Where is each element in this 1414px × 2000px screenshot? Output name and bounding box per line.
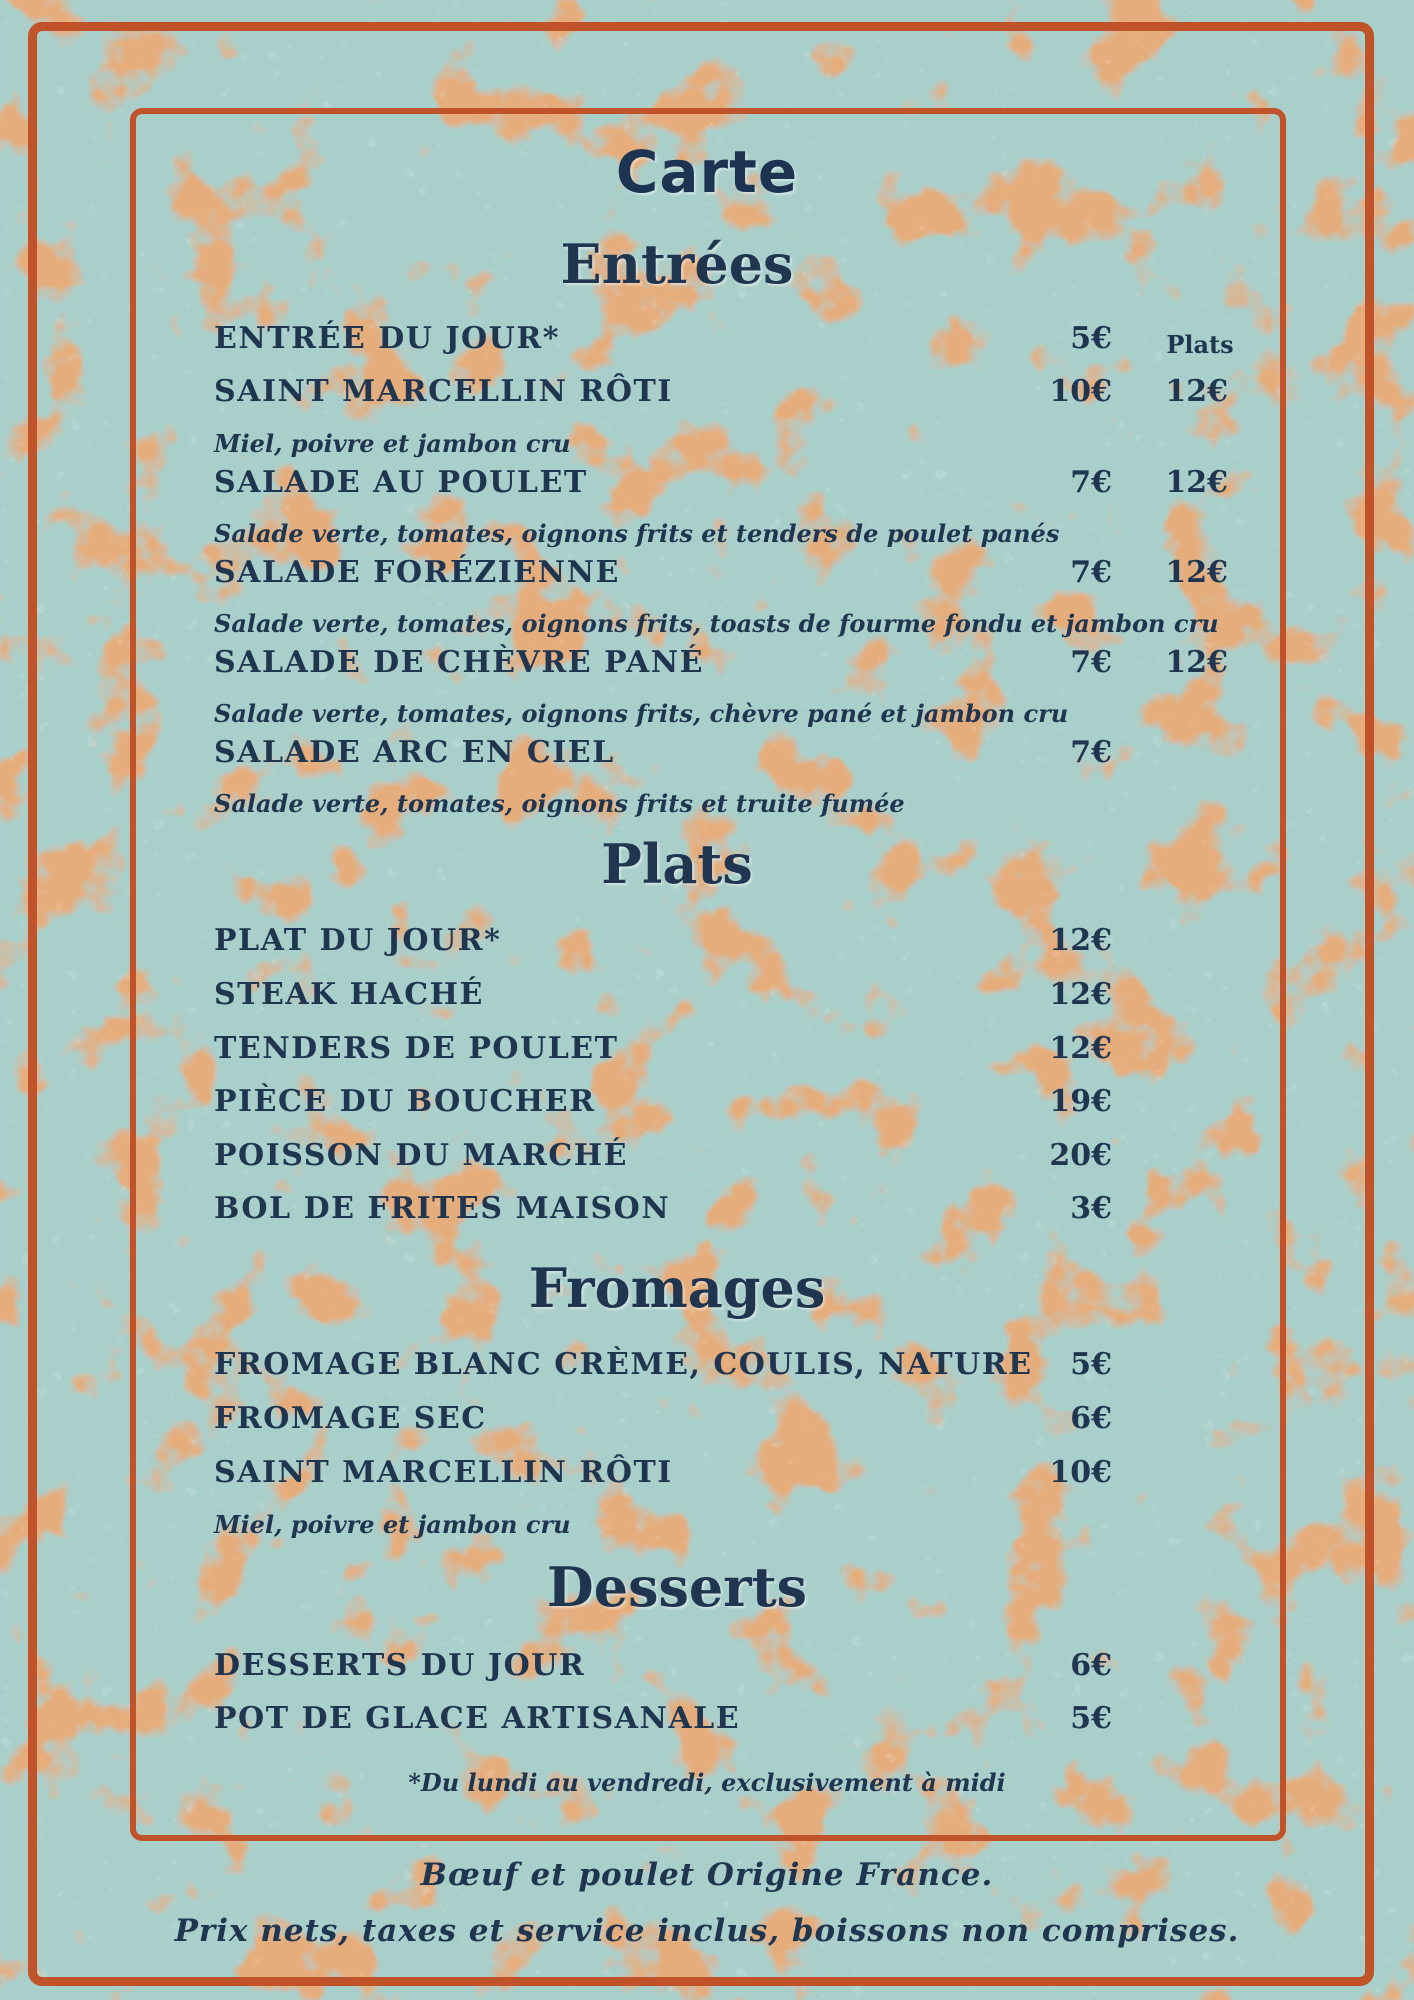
section-title-plats: Plats xyxy=(601,832,753,896)
footnote: *Du lundi au vendredi, exclusivement à midi xyxy=(408,1768,1006,1797)
menu-item-description: Miel, poivre et jambon cru xyxy=(214,1510,571,1539)
menu-item-price: 10€ xyxy=(1049,374,1112,409)
menu-item-description: Miel, poivre et jambon cru xyxy=(214,429,571,458)
menu-item-name: ENTRÉE DU JOUR* xyxy=(214,321,560,356)
menu-item-price: 3€ xyxy=(1070,1191,1112,1226)
menu-item-name: SALADE FORÉZIENNE xyxy=(214,555,620,590)
column-header-plats: Plats xyxy=(1166,330,1234,359)
menu-item-price: 7€ xyxy=(1070,735,1112,770)
menu-item-name: STEAK HACHÉ xyxy=(214,977,484,1012)
footer-price-note: Prix nets, taxes et service inclus, boissons non comprises. xyxy=(174,1913,1240,1949)
menu-item-name: SALADE DE CHÈVRE PANÉ xyxy=(214,645,705,680)
menu-item-price: 20€ xyxy=(1049,1138,1112,1173)
menu-item-name: PLAT DU JOUR* xyxy=(214,923,502,958)
menu-item-price: 12€ xyxy=(1049,923,1112,958)
menu-item-description: Salade verte, tomates, oignons frits, toasts de fourme fondu et jambon cru xyxy=(214,609,1219,638)
menu-item-description: Salade verte, tomates, oignons frits et truite fumée xyxy=(214,789,905,818)
menu-item-price: 6€ xyxy=(1070,1648,1112,1683)
menu-item-name: SALADE AU POULET xyxy=(214,465,588,500)
menu-item-price: 12€ xyxy=(1049,977,1112,1012)
section-title-desserts: Desserts xyxy=(546,1555,808,1619)
menu-item-price: 7€ xyxy=(1070,555,1112,590)
menu-item-name: TENDERS DE POULET xyxy=(214,1031,619,1066)
menu-item-price: 6€ xyxy=(1070,1401,1112,1436)
section-title-entrees: Entrées xyxy=(560,232,794,296)
menu-item-name: DESSERTS DU JOUR xyxy=(214,1648,586,1683)
menu-item-price-plat: 12€ xyxy=(1165,555,1228,590)
menu-item-price: 12€ xyxy=(1049,1031,1112,1066)
menu-item-price-plat: 12€ xyxy=(1165,374,1228,409)
menu-item-name: POT DE GLACE ARTISANALE xyxy=(214,1701,741,1736)
section-title-fromages: Fromages xyxy=(528,1256,826,1320)
menu-item-description: Salade verte, tomates, oignons frits et tenders de poulet panés xyxy=(214,519,1060,548)
menu-item-name: BOL DE FRITES MAISON xyxy=(214,1191,671,1226)
menu-item-price-plat: 12€ xyxy=(1165,465,1228,500)
menu-item-name: SAINT MARCELLIN RÔTI xyxy=(214,374,673,409)
menu-item-description: Salade verte, tomates, oignons frits, chèvre pané et jambon cru xyxy=(214,699,1069,728)
menu-item-price: 5€ xyxy=(1070,1701,1112,1736)
menu-item-name: POISSON DU MARCHÉ xyxy=(214,1138,629,1173)
footer-origin-note: Bœuf et poulet Origine France. xyxy=(420,1857,994,1893)
menu-item-name: SAINT MARCELLIN RÔTI xyxy=(214,1455,673,1490)
menu-item-name: PIÈCE DU BOUCHER xyxy=(214,1084,596,1119)
menu-item-price: 7€ xyxy=(1070,645,1112,680)
menu-item-price-plat: 12€ xyxy=(1165,645,1228,680)
menu-item-price: 5€ xyxy=(1070,1347,1112,1382)
page-title: Carte xyxy=(615,138,799,206)
menu-item-price: 7€ xyxy=(1070,465,1112,500)
menu-item-price: 10€ xyxy=(1049,1455,1112,1490)
menu-item-name: FROMAGE SEC xyxy=(214,1401,487,1436)
menu-item-price: 5€ xyxy=(1070,321,1112,356)
menu-item-name: FROMAGE BLANC CRÈME, COULIS, NATURE xyxy=(214,1347,1033,1382)
menu-item-price: 19€ xyxy=(1049,1084,1112,1119)
menu-item-name: SALADE ARC EN CIEL xyxy=(214,735,615,770)
